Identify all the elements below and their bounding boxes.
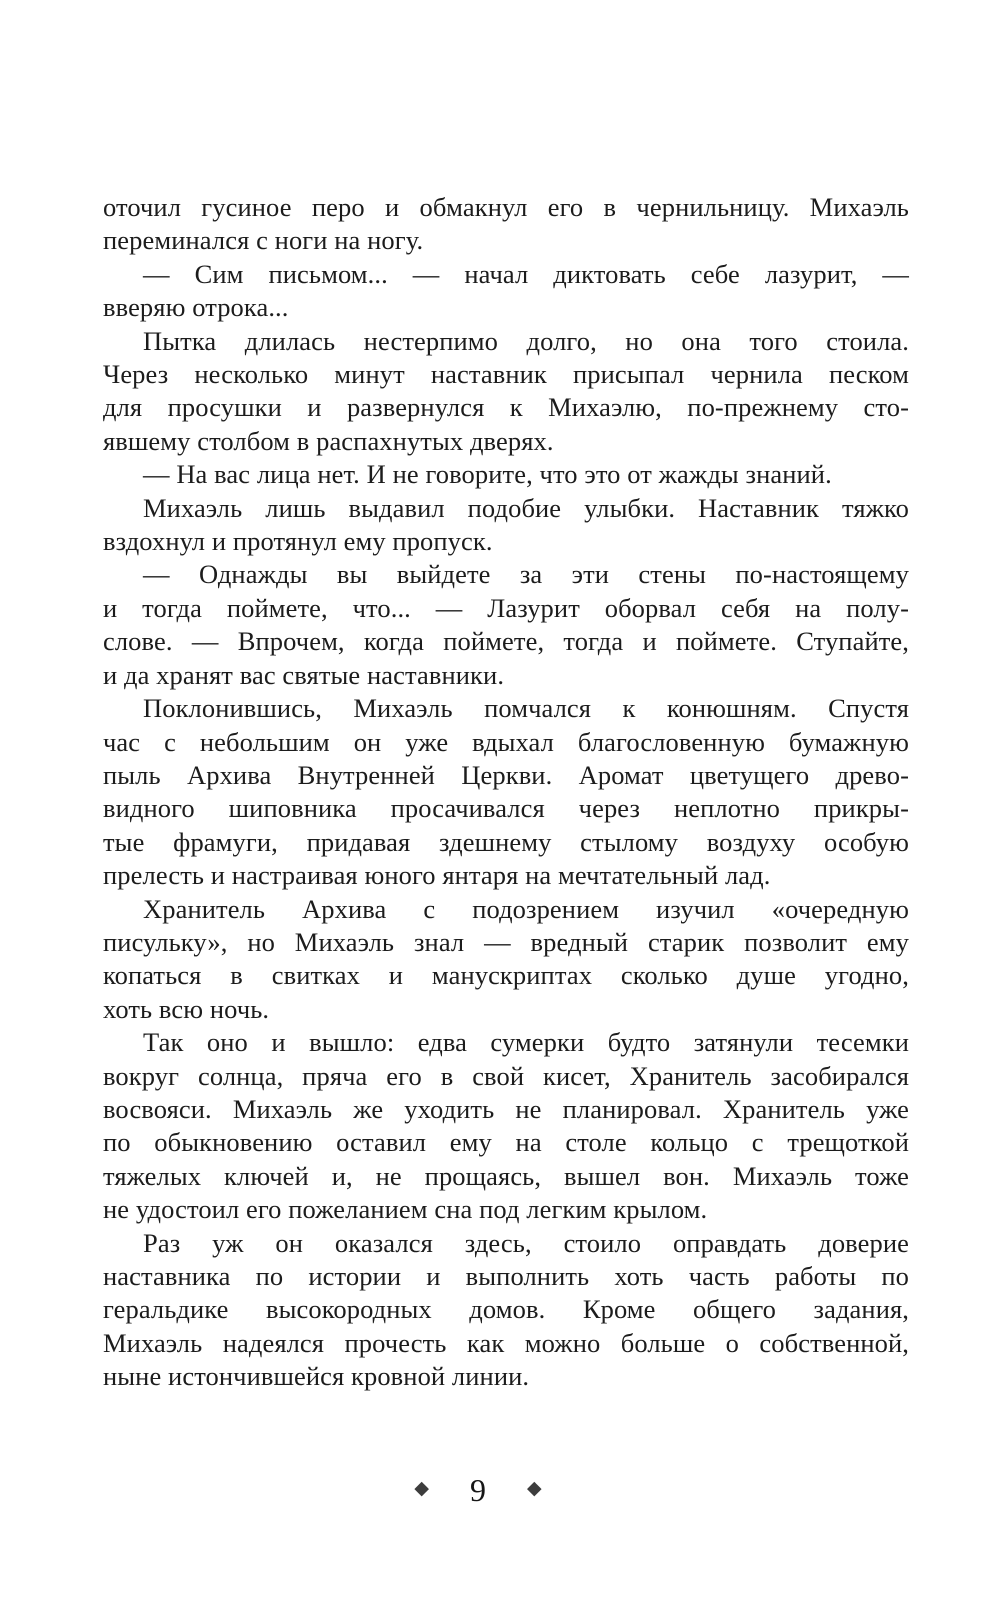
text-line: не удостоил его пожеланием сна под легким крылом.: [103, 1194, 708, 1225]
diamond-ornament-right-icon: ◆: [527, 1476, 542, 1499]
text-line: и да хранят вас святые наставники.: [103, 659, 505, 690]
text-line: — Однажды вы выйдете за эти стены по-настоящему: [143, 559, 909, 590]
text-line: Поклонившись, Михаэль помчался к конюшням. Спустя: [143, 693, 909, 724]
body-text: [103, 191, 909, 1394]
text-line: Пытка длилась нестерпимо долго, но она того стоила.: [143, 325, 909, 356]
text-line: по обыкновению оставил ему на столе кольцо с трещоткой: [103, 1127, 909, 1158]
text-line: — Сим письмом... — начал диктовать себе лазурит, —: [143, 258, 909, 289]
text-line: тяжелых ключей и, не прощаясь, вышел вон. Михаэль тоже: [103, 1160, 909, 1191]
text-line: и тогда поймете, что... — Лазурит оборвал себя на полу-: [103, 592, 909, 623]
text-line: явшему столбом в распахнутых дверях.: [103, 425, 554, 456]
text-line: час с небольшим он уже вдыхал благословенную бумажную: [103, 726, 909, 757]
page-number: 9: [470, 1472, 486, 1508]
text-line: писульку», но Михаэль знал — вредный старик позволит ему: [103, 926, 909, 957]
text-line: вокруг солнца, пряча его в свой кисет, Хранитель засобирался: [103, 1060, 909, 1091]
diamond-ornament-left-icon: ◆: [414, 1476, 429, 1499]
text-line: оточил гусиное перо и обмакнул его в чернильницу. Михаэль: [103, 192, 909, 222]
text-line: наставника по истории и выполнить хоть часть работы по: [103, 1261, 909, 1291]
text-line: пыль Архива Внутренней Церкви. Аромат цветущего древо-: [103, 759, 909, 790]
text-line: тые фрамуги, придавая здешнему стылому воздуху особую: [103, 826, 909, 857]
page-footer: [75, 1470, 881, 1506]
text-line: Михаэль лишь выдавил подобие улыбки. Наставник тяжко: [143, 492, 909, 523]
text-line: вверяю отрока...: [103, 292, 289, 323]
text-line: переминался с ноги на ногу.: [103, 225, 424, 256]
text-line: геральдике высокородных домов. Кроме общего задания,: [103, 1294, 909, 1325]
text-line: копаться в свитках и манускриптах сколько душе угодно,: [103, 960, 909, 991]
text-line: Раз уж он оказался здесь, стоило оправдать доверие: [143, 1227, 909, 1258]
text-line: восвояси. Михаэль же уходить не планировал. Хранитель уже: [103, 1093, 909, 1124]
text-line: Михаэль надеялся прочесть как можно больше о собственной,: [103, 1327, 909, 1358]
text-line: слове. — Впрочем, когда поймете, тогда и поймете. Ступайте,: [103, 626, 909, 657]
text-line: ныне истончившейся кровной линии.: [103, 1361, 530, 1392]
text-line: — На вас лица нет. И не говорите, что это от жажды знаний.: [143, 459, 832, 490]
text-line: Так оно и вышло: едва сумерки будто затянули тесемки: [143, 1027, 909, 1058]
text-line: Через несколько минут наставник присыпал чернила песком: [103, 359, 909, 390]
text-line: Хранитель Архива с подозрением изучил «очередную: [143, 893, 909, 924]
text-line: видного шиповника просачивался через неплотно прикры-: [103, 793, 909, 824]
text-line: хоть всю ночь.: [103, 993, 270, 1024]
text-line: для просушки и развернулся к Михаэлю, по-прежнему сто-: [103, 392, 909, 423]
text-line: вздохнул и протянул ему пропуск.: [103, 526, 493, 557]
text-line: прелесть и настраивая юного янтаря на мечтательный лад.: [103, 860, 771, 891]
